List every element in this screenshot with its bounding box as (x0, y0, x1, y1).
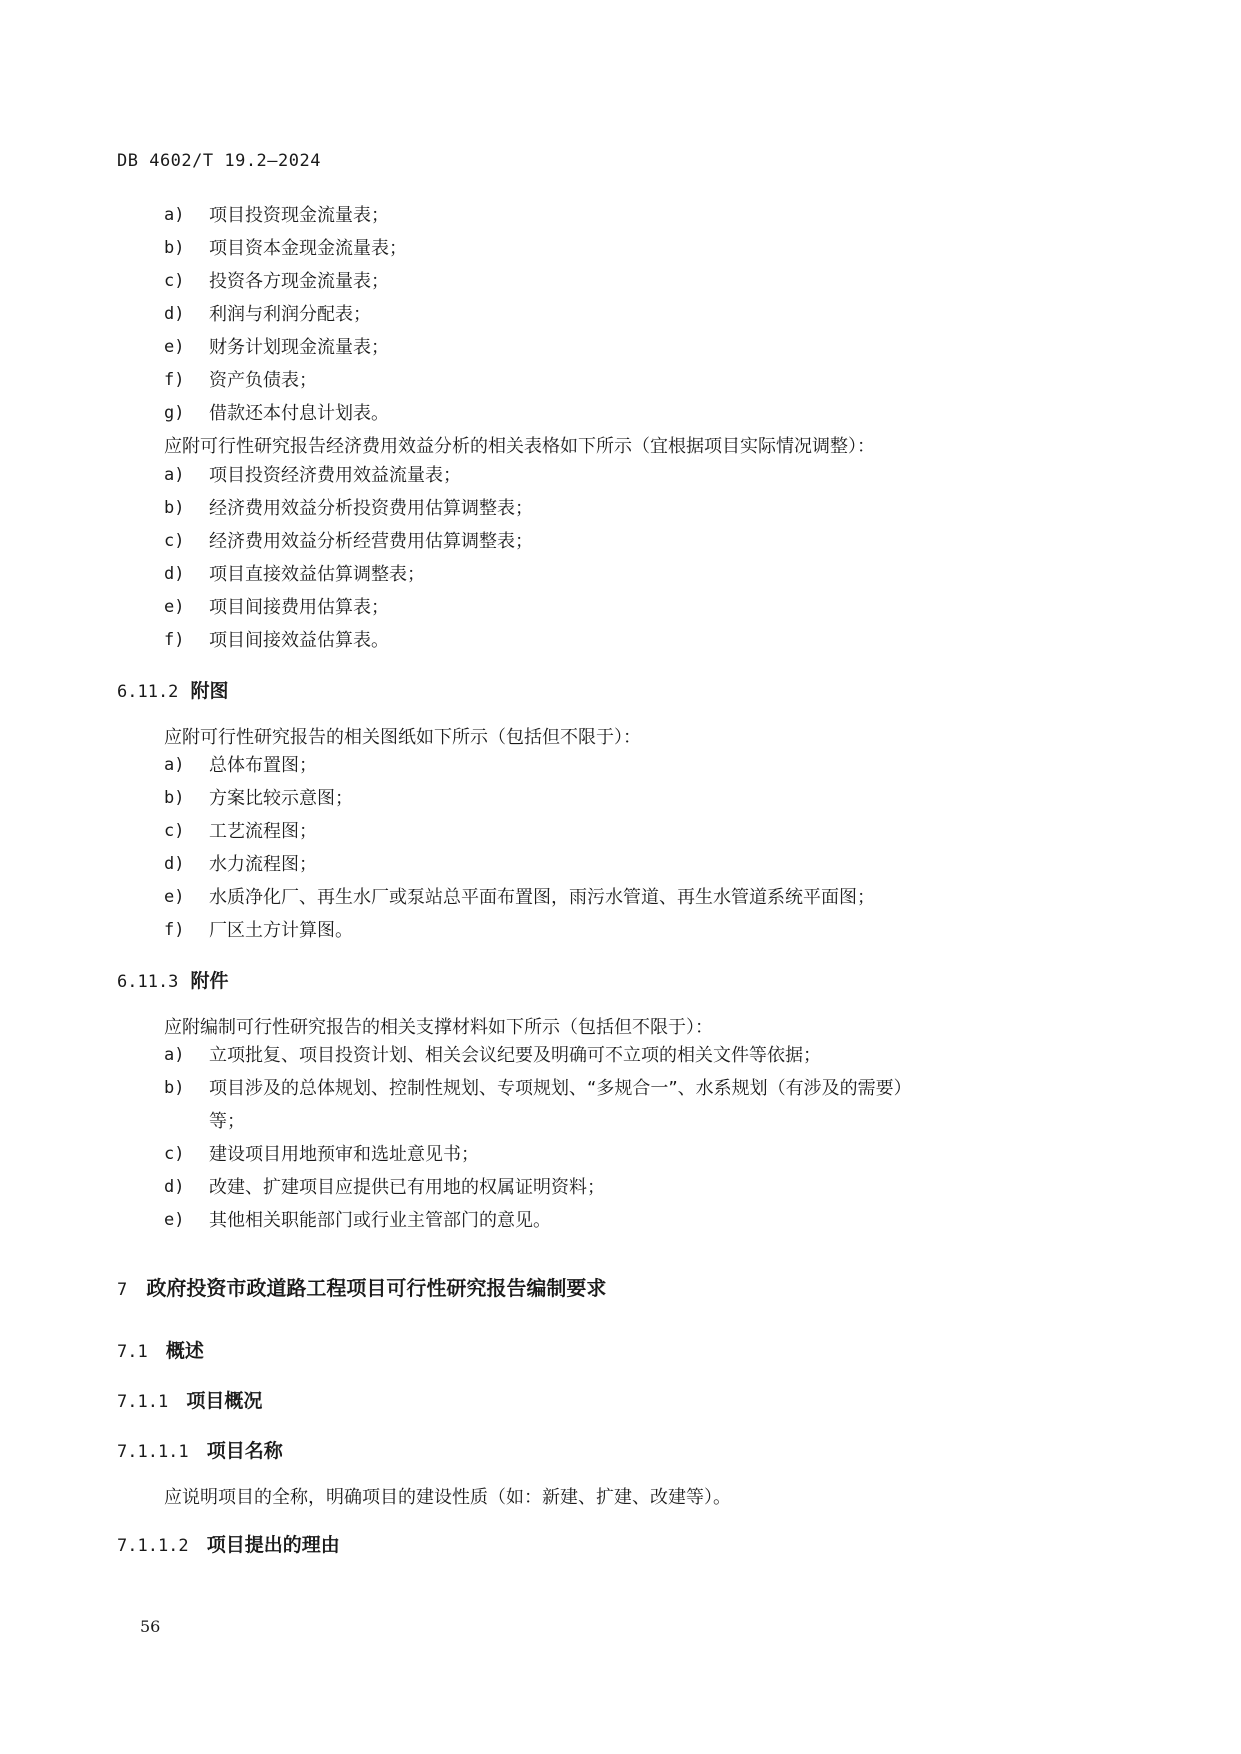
paragraph-economic-tables: 应附可行性研究报告经济费用效益分析的相关表格如下所示（宜根据项目实际情况调整）： (164, 436, 875, 457)
section-heading-6-11-2: 6.11.2 附图 (117, 680, 229, 702)
paragraph-drawings: 应附可行性研究报告的相关图纸如下所示（包括但不限于）： (164, 727, 641, 748)
section-heading-7-1-1-2: 7.1.1.2 项目提出的理由 (117, 1534, 340, 1556)
section-heading-7-1: 7.1 概述 (117, 1340, 204, 1362)
section-heading-7-1-1: 7.1.1 项目概况 (117, 1390, 263, 1412)
section-heading-7-1-1-1: 7.1.1.1 项目名称 (117, 1440, 283, 1462)
page-number: 56 (140, 1617, 161, 1636)
document-code: DB 4602/T 19.2—2024 (117, 151, 321, 171)
paragraph-project-name: 应说明项目的全称，明确项目的建设性质（如：新建、扩建、改建等）。 (164, 1487, 731, 1508)
paragraph-attachments: 应附编制可行性研究报告的相关支撑材料如下所示（包括但不限于）： (164, 1017, 713, 1038)
chapter-heading-7: 7 政府投资市政道路工程项目可行性研究报告编制要求 (117, 1276, 607, 1300)
section-heading-6-11-3: 6.11.3 附件 (117, 970, 229, 992)
